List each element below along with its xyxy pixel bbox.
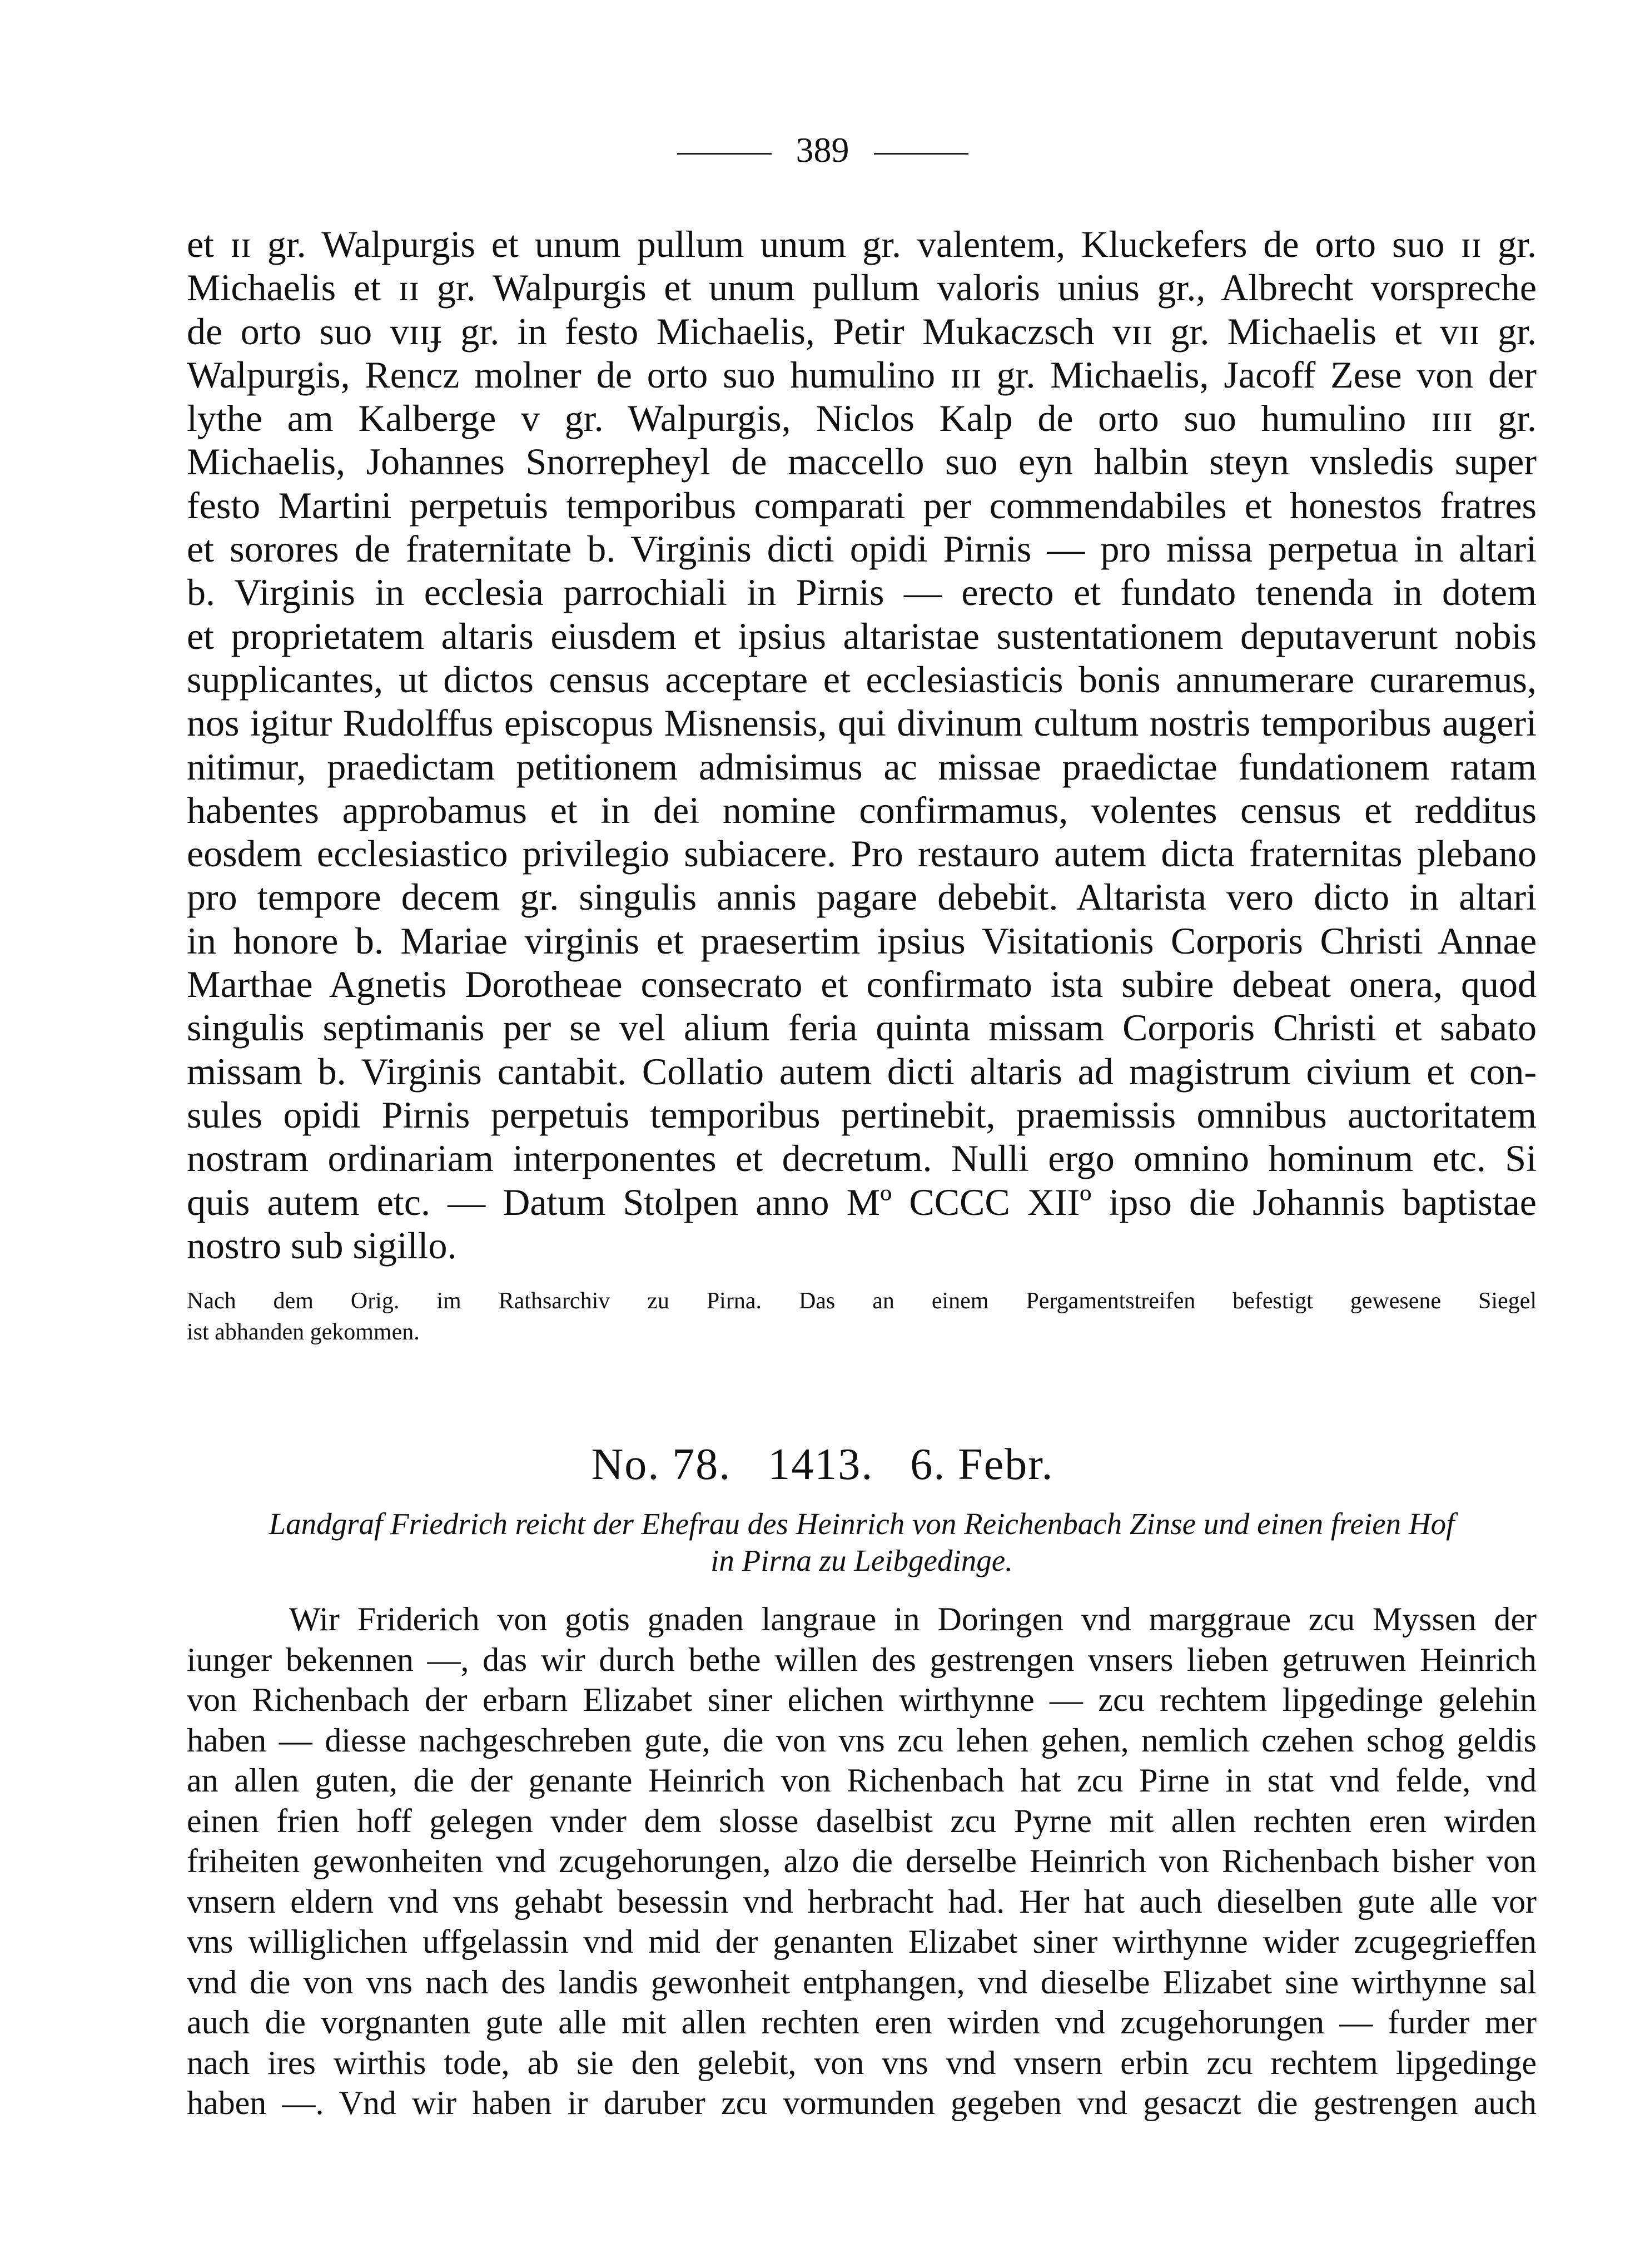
previous-charter-text: [187, 222, 1537, 1267]
text-line: nitimur, praedictam petitionem admisimus ac missae praedictae fundationem ratam: [187, 745, 1537, 788]
text-line: an allen guten, die der genante Heinrich von Richenbach hat zcu Pirne in stat vnd felde, vnd: [187, 1762, 1537, 1799]
text-line: eosdem ecclesiastico privilegio subiacere. Pro restauro autem dicta fraternitas plebano: [187, 832, 1537, 875]
note-line: ist abhanden gekommen.: [187, 1319, 420, 1345]
text-line: haben —. Vnd wir haben ir daruber zcu vormunden gegeben vnd gesaczt die gestrengen auch: [187, 2085, 1537, 2121]
text-line: auch die vorgnanten gute alle mit allen rechten eren wirden vnd zcugehorungen — furder mer: [187, 2004, 1537, 2041]
page-number: 389: [796, 130, 849, 170]
document-title: No. 78. 1413. 6. Febr.: [591, 1440, 1054, 1489]
text-line: missam b. Virginis cantabit. Collatio autem dicti altaris ad magistrum civium et con-: [187, 1050, 1537, 1093]
text-line: vnsern eldern vnd vns gehabt besessin vnd herbracht had. Her hat auch dieselben gute alle vor: [187, 1883, 1537, 1920]
text-line: Wir Friderich von gotis gnaden langraue in Doringen vnd marggraue zcu Myssen der: [289, 1601, 1537, 1637]
summary-line: Landgraf Friedrich reicht der Ehefrau des Heinrich von Reichenbach Zinse und einen freien Hof: [269, 1507, 1455, 1541]
text-line: haben — diesse nachgeschreben gute, die von vns zcu lehen gehen, nemlich czehen schog geldis: [187, 1721, 1537, 1759]
text-line: vns williglichen uffgelassin vnd mid der genanten Elizabet siner wirthynne wider zcugegrieffen: [187, 1923, 1537, 1960]
charter-text: [187, 1599, 1537, 2123]
page-header: [0, 129, 1645, 171]
text-line: quis autem etc. — Datum Stolpen anno Mº CCCC XIIº ipso die Johannis baptistae: [187, 1180, 1537, 1223]
text-line: et sorores de fraternitate b. Virginis dicti opidi Pirnis — pro missa perpetua in altari: [187, 528, 1537, 570]
text-line: habentes approbamus et in dei nomine confirmamus, volentes census et redditus: [187, 788, 1537, 831]
header-rule-right: [874, 153, 968, 155]
text-line: b. Virginis in ecclesia parrochiali in Pirnis — erecto et fundato tenenda in dotem: [187, 571, 1537, 614]
text-line: in honore b. Mariae virginis et praesertim ipsius Visitationis Corporis Christi Annae: [187, 919, 1537, 962]
text-line: Marthae Agnetis Dorotheae consecrato et confirmato ista subire debeat onera, quod: [187, 963, 1537, 1006]
text-line: von Richenbach der erbarn Elizabet siner elichen wirthynne — zcu rechtem lipgedinge gelehin: [187, 1681, 1537, 1718]
document-summary: [187, 1506, 1537, 1579]
text-line: einen frien hoff gelegen vnder dem slosse daselbist zcu Pyrne mit allen rechten eren wirden: [187, 1802, 1537, 1839]
text-line: pro tempore decem gr. singulis annis pagare debebit. Altarista vero dicto in altari: [187, 876, 1537, 919]
text-line: et proprietatem altaris eiusdem et ipsius altaristae sustentationem deputaverunt nobis: [187, 614, 1537, 657]
text-line: vnd die von vns nach des landis gewonheit entphangen, vnd dieselbe Elizabet sine wirthynne sal: [187, 1963, 1537, 2001]
text-line: Michaelis et ɪɪ gr. Walpurgis et unum pullum valoris unius gr., Albrecht vorspreche: [187, 266, 1537, 309]
text-line: sules opidi Pirnis perpetuis temporibus pertinebit, praemissis omnibus auctoritatem: [187, 1093, 1537, 1136]
text-line: nach ires wirthis tode, ab sie den gelebit, von vns vnd vnsern erbin zcu rechtem lipgedinge: [187, 2044, 1537, 2081]
text-line: friheiten gewonheiten vnd zcugehorungen, alzo die derselbe Heinrich von Richenbach bisher von: [187, 1843, 1537, 1879]
text-line: Walpurgis, Rencz molner de orto suo humulino ɪɪɪ gr. Michaelis, Jacoff Zese von der: [187, 353, 1537, 396]
text-line: supplicantes, ut dictos census acceptare et ecclesiasticis bonis annumerare curaremus,: [187, 658, 1537, 701]
text-line: nos igitur Rudolffus episcopus Misnensis, qui divinum cultum nostris temporibus augeri: [187, 702, 1537, 745]
text-line: iunger bekennen —, das wir durch bethe willen des gestrengen vnsers lieben getruwen Heinrich: [187, 1641, 1537, 1678]
note-line: Nach dem Orig. im Rathsarchiv zu Pirna. Das an einem Pergamentstreifen befestigt gewesene Siegel: [187, 1288, 1537, 1314]
summary-line: in Pirna zu Leibgedinge.: [710, 1544, 1013, 1577]
text-line: lythe am Kalberge ᴠ gr. Walpurgis, Niclos Kalp de orto suo humulino ɪɪɪɪ gr.: [187, 397, 1537, 440]
text-line: Michaelis, Johannes Snorrepheyl de maccello suo eyn halbin steyn vnsledis super: [187, 440, 1537, 483]
source-note: [187, 1286, 1537, 1348]
text-line: singulis septimanis per se vel alium feria quinta missam Corporis Christi et sabato: [187, 1006, 1537, 1049]
header-rule-left: [677, 153, 772, 155]
text-line: nostro sub sigillo.: [187, 1224, 457, 1267]
text-line: et ɪɪ gr. Walpurgis et unum pullum unum gr. valentem, Kluckefers de orto suo ɪɪ gr.: [187, 223, 1537, 265]
text-line: festo Martini perpetuis temporibus comparati per commendabiles et honestos fratres: [187, 484, 1537, 527]
text-line: nostram ordinariam interponentes et decretum. Nulli ergo omnino hominum etc. Si: [187, 1137, 1537, 1180]
text-line: de orto suo ᴠɪɪɟ gr. in festo Michaelis, Petir Mukaczsch ᴠɪɪ gr. Michaelis et ᴠɪɪ gr.: [187, 310, 1537, 353]
